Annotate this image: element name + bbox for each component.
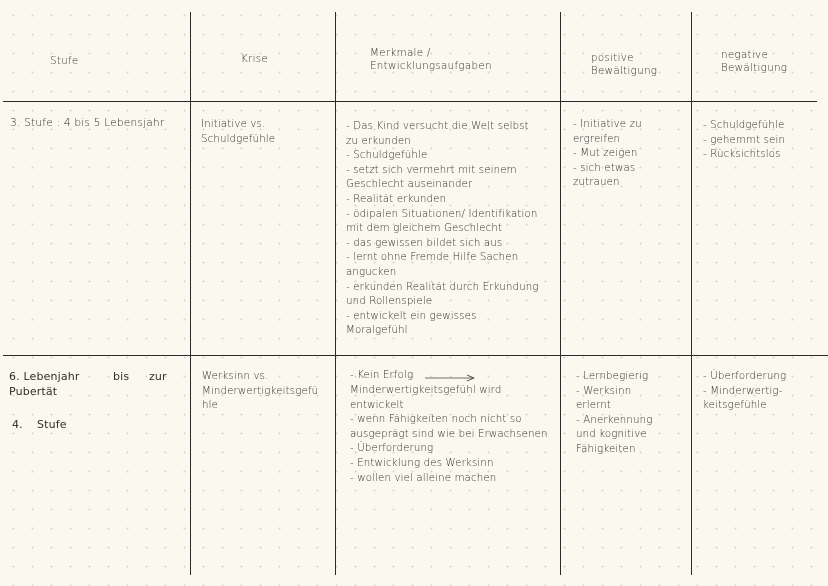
column-divider-3 bbox=[560, 12, 561, 575]
row-divider bbox=[3, 355, 828, 356]
row1-stufe: 3. Stufe : 4 bis 5 Lebensjahr bbox=[10, 117, 165, 129]
row2-merkmale: Minderwertigkeitsgefühl wird entwickelt - wenn Fähigkeiten noch nicht so ausgeprägt sind wie bei Erwachsenen - Überforderung - Entwicklung des Werksinn - wollen viel alleine machen bbox=[350, 385, 548, 484]
row2-stufe-number: 4. bbox=[12, 418, 23, 431]
row1-positive: - Initiative zu ergreifen - Mut zeigen - sich etwas zutrauen bbox=[573, 119, 642, 189]
row1-merkmale: - Das Kind versucht die Welt selbst zu erkunden - Schuldgefühle - setzt sich vermehrt mit seinem Geschlecht auseinander - Realität erkunden - ödipalen Situationen/ Identifikation mit dem gleichem Geschlecht - das gewissen bildet sich aus - lernt ohne Fremde Hilfe Sachen angucken - erkunden Realität durch Erkundung und Rollenspiele - entwickelt ein gewisses Moralgefühl bbox=[346, 121, 539, 337]
row2-krise: Werksinn vs. Minderwertigkeitsgefü hle bbox=[202, 371, 319, 412]
header-merkmale: Merkmale / Entwicklungsaufgaben bbox=[370, 47, 492, 72]
header-positive-bewaeltigung: positive Bewältigung bbox=[591, 52, 658, 77]
row1-krise: Initiative vs. Schuldgefühle bbox=[201, 119, 276, 145]
row2-negative: - Überforderung - Minderwertig- keitsgefühle bbox=[703, 371, 787, 412]
row1-negative: - Schuldgefühle - gehemmt sein - Rücksichtslos bbox=[703, 120, 786, 161]
column-divider-1 bbox=[190, 12, 191, 575]
header-negative-bewaeltigung: negative Bewältigung bbox=[721, 49, 788, 74]
column-divider-4 bbox=[691, 12, 692, 575]
row2-positive: - Lernbegierig - Werksinn erlernt - Anerkennung und kognitive Fähigkeiten bbox=[576, 371, 653, 455]
row2-merkmale-first: - Kein Erfolg bbox=[350, 370, 414, 381]
row2-stufe-part-b: bis bbox=[113, 370, 130, 383]
header-krise: Krise bbox=[241, 53, 269, 65]
column-divider-2 bbox=[335, 12, 336, 575]
row2-stufe-line2: Pubertät bbox=[9, 385, 58, 398]
arrow-icon bbox=[425, 374, 475, 382]
header-divider bbox=[3, 101, 817, 102]
header-stufe: Stufe bbox=[50, 55, 79, 67]
row2-stufe-part-c: zur bbox=[149, 370, 167, 383]
row2-stufe-label: Stufe bbox=[37, 418, 67, 431]
row2-stufe-part-a: 6. Lebenjahr bbox=[9, 370, 80, 383]
